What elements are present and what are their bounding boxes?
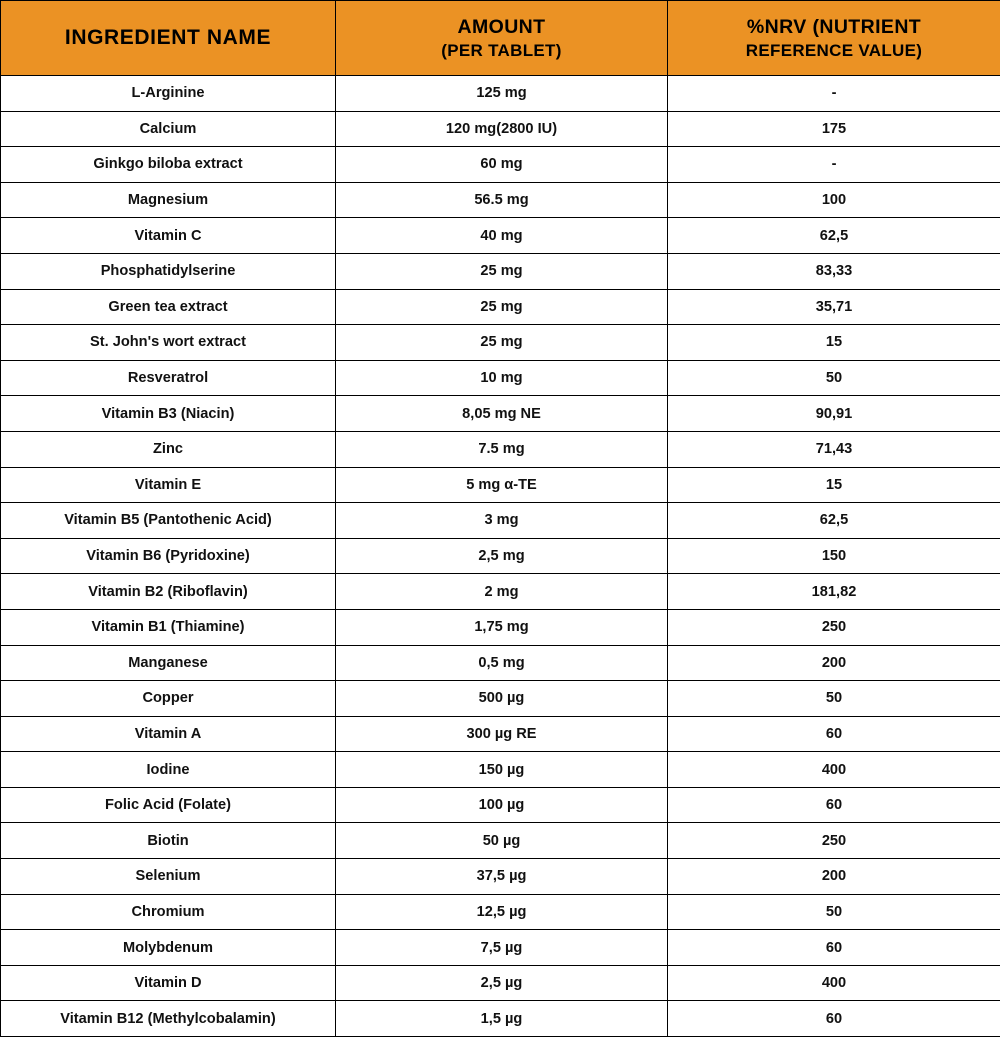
table-row bbox=[1, 681, 1000, 717]
cell-amount: 100 µg bbox=[336, 787, 668, 823]
cell-ingredient-name: Vitamin B2 (Riboflavin) bbox=[1, 574, 336, 610]
cell-ingredient-name: Calcium bbox=[1, 111, 336, 147]
cell-ingredient-name: Selenium bbox=[1, 859, 336, 895]
cell-amount: 25 mg bbox=[336, 325, 668, 361]
cell-amount: 5 mg α-TE bbox=[336, 467, 668, 503]
cell-ingredient-name: Vitamin A bbox=[1, 716, 336, 752]
cell-ingredient-name: St. John's wort extract bbox=[1, 325, 336, 361]
cell-amount: 60 mg bbox=[336, 147, 668, 183]
table-row bbox=[1, 894, 1000, 930]
table-header bbox=[1, 1, 1000, 76]
cell-nrv: 150 bbox=[668, 538, 1000, 574]
cell-ingredient-name: Chromium bbox=[1, 894, 336, 930]
table-row bbox=[1, 859, 1000, 895]
header-row bbox=[1, 1, 1000, 76]
cell-nrv: 400 bbox=[668, 752, 1000, 788]
cell-ingredient-name: Vitamin B6 (Pyridoxine) bbox=[1, 538, 336, 574]
cell-amount: 500 µg bbox=[336, 681, 668, 717]
cell-amount: 37,5 µg bbox=[336, 859, 668, 895]
cell-amount: 150 µg bbox=[336, 752, 668, 788]
cell-ingredient-name: Vitamin B3 (Niacin) bbox=[1, 396, 336, 432]
table-row bbox=[1, 182, 1000, 218]
table-body bbox=[1, 76, 1000, 1037]
table-row bbox=[1, 253, 1000, 289]
cell-nrv: 100 bbox=[668, 182, 1000, 218]
cell-ingredient-name: L-Arginine bbox=[1, 76, 336, 112]
cell-nrv: - bbox=[668, 147, 1000, 183]
cell-amount: 1,75 mg bbox=[336, 609, 668, 645]
cell-nrv: 90,91 bbox=[668, 396, 1000, 432]
cell-amount: 56.5 mg bbox=[336, 182, 668, 218]
cell-nrv: 71,43 bbox=[668, 431, 1000, 467]
cell-nrv: 50 bbox=[668, 360, 1000, 396]
cell-amount: 300 µg RE bbox=[336, 716, 668, 752]
cell-ingredient-name: Iodine bbox=[1, 752, 336, 788]
cell-nrv: 15 bbox=[668, 325, 1000, 361]
cell-amount: 120 mg(2800 IU) bbox=[336, 111, 668, 147]
cell-amount: 2,5 µg bbox=[336, 965, 668, 1001]
cell-ingredient-name: Ginkgo biloba extract bbox=[1, 147, 336, 183]
cell-ingredient-name: Vitamin C bbox=[1, 218, 336, 254]
cell-nrv: 62,5 bbox=[668, 503, 1000, 539]
cell-ingredient-name: Magnesium bbox=[1, 182, 336, 218]
cell-ingredient-name: Resveratrol bbox=[1, 360, 336, 396]
table-row bbox=[1, 965, 1000, 1001]
cell-nrv: 60 bbox=[668, 1001, 1000, 1037]
cell-amount: 8,05 mg NE bbox=[336, 396, 668, 432]
cell-ingredient-name: Vitamin B12 (Methylcobalamin) bbox=[1, 1001, 336, 1037]
cell-nrv: 250 bbox=[668, 609, 1000, 645]
cell-amount: 7,5 µg bbox=[336, 930, 668, 966]
column-header-nrv-line1: %NRV (NUTRIENT bbox=[747, 16, 921, 38]
cell-ingredient-name: Vitamin B5 (Pantothenic Acid) bbox=[1, 503, 336, 539]
cell-nrv: 62,5 bbox=[668, 218, 1000, 254]
cell-amount: 40 mg bbox=[336, 218, 668, 254]
table-row bbox=[1, 930, 1000, 966]
cell-nrv: 15 bbox=[668, 467, 1000, 503]
cell-ingredient-name: Manganese bbox=[1, 645, 336, 681]
table-row bbox=[1, 609, 1000, 645]
column-header-amount-main: AMOUNT bbox=[458, 16, 546, 38]
cell-amount: 3 mg bbox=[336, 503, 668, 539]
cell-ingredient-name: Molybdenum bbox=[1, 930, 336, 966]
table-row bbox=[1, 1001, 1000, 1037]
cell-amount: 25 mg bbox=[336, 289, 668, 325]
table-row bbox=[1, 574, 1000, 610]
cell-amount: 1,5 µg bbox=[336, 1001, 668, 1037]
cell-nrv: 50 bbox=[668, 681, 1000, 717]
table-row bbox=[1, 289, 1000, 325]
table-row bbox=[1, 76, 1000, 112]
cell-nrv: 35,71 bbox=[668, 289, 1000, 325]
column-header-nrv bbox=[668, 1, 1000, 76]
cell-nrv: 83,33 bbox=[668, 253, 1000, 289]
table-row bbox=[1, 218, 1000, 254]
table-row bbox=[1, 467, 1000, 503]
cell-nrv: 181,82 bbox=[668, 574, 1000, 610]
table-row bbox=[1, 716, 1000, 752]
cell-ingredient-name: Vitamin D bbox=[1, 965, 336, 1001]
table-row bbox=[1, 823, 1000, 859]
cell-amount: 7.5 mg bbox=[336, 431, 668, 467]
cell-amount: 10 mg bbox=[336, 360, 668, 396]
column-header-nrv-line2: REFERENCE VALUE) bbox=[668, 40, 1000, 61]
cell-nrv: 175 bbox=[668, 111, 1000, 147]
cell-ingredient-name: Biotin bbox=[1, 823, 336, 859]
cell-nrv: 400 bbox=[668, 965, 1000, 1001]
table-row bbox=[1, 111, 1000, 147]
cell-ingredient-name: Folic Acid (Folate) bbox=[1, 787, 336, 823]
cell-nrv: 200 bbox=[668, 645, 1000, 681]
cell-nrv: 60 bbox=[668, 930, 1000, 966]
cell-amount: 2 mg bbox=[336, 574, 668, 610]
cell-nrv: 60 bbox=[668, 787, 1000, 823]
cell-ingredient-name: Zinc bbox=[1, 431, 336, 467]
cell-ingredient-name: Vitamin B1 (Thiamine) bbox=[1, 609, 336, 645]
cell-amount: 12,5 µg bbox=[336, 894, 668, 930]
column-header-ingredient-name: INGREDIENT NAME bbox=[1, 1, 336, 76]
cell-nrv: 60 bbox=[668, 716, 1000, 752]
column-header-amount bbox=[336, 1, 668, 76]
cell-ingredient-name: Copper bbox=[1, 681, 336, 717]
table-row bbox=[1, 787, 1000, 823]
cell-nrv: 50 bbox=[668, 894, 1000, 930]
table-row bbox=[1, 396, 1000, 432]
table-row bbox=[1, 431, 1000, 467]
table-row bbox=[1, 645, 1000, 681]
cell-amount: 25 mg bbox=[336, 253, 668, 289]
cell-amount: 50 µg bbox=[336, 823, 668, 859]
cell-ingredient-name: Phosphatidylserine bbox=[1, 253, 336, 289]
cell-ingredient-name: Vitamin E bbox=[1, 467, 336, 503]
cell-amount: 2,5 mg bbox=[336, 538, 668, 574]
cell-amount: 125 mg bbox=[336, 76, 668, 112]
cell-nrv: 200 bbox=[668, 859, 1000, 895]
column-header-amount-sub: (PER TABLET) bbox=[336, 40, 667, 61]
table-row bbox=[1, 503, 1000, 539]
table-row bbox=[1, 147, 1000, 183]
cell-amount: 0,5 mg bbox=[336, 645, 668, 681]
table-row bbox=[1, 325, 1000, 361]
cell-nrv: 250 bbox=[668, 823, 1000, 859]
table-row bbox=[1, 752, 1000, 788]
table-row bbox=[1, 360, 1000, 396]
table-row bbox=[1, 538, 1000, 574]
cell-nrv: - bbox=[668, 76, 1000, 112]
cell-ingredient-name: Green tea extract bbox=[1, 289, 336, 325]
